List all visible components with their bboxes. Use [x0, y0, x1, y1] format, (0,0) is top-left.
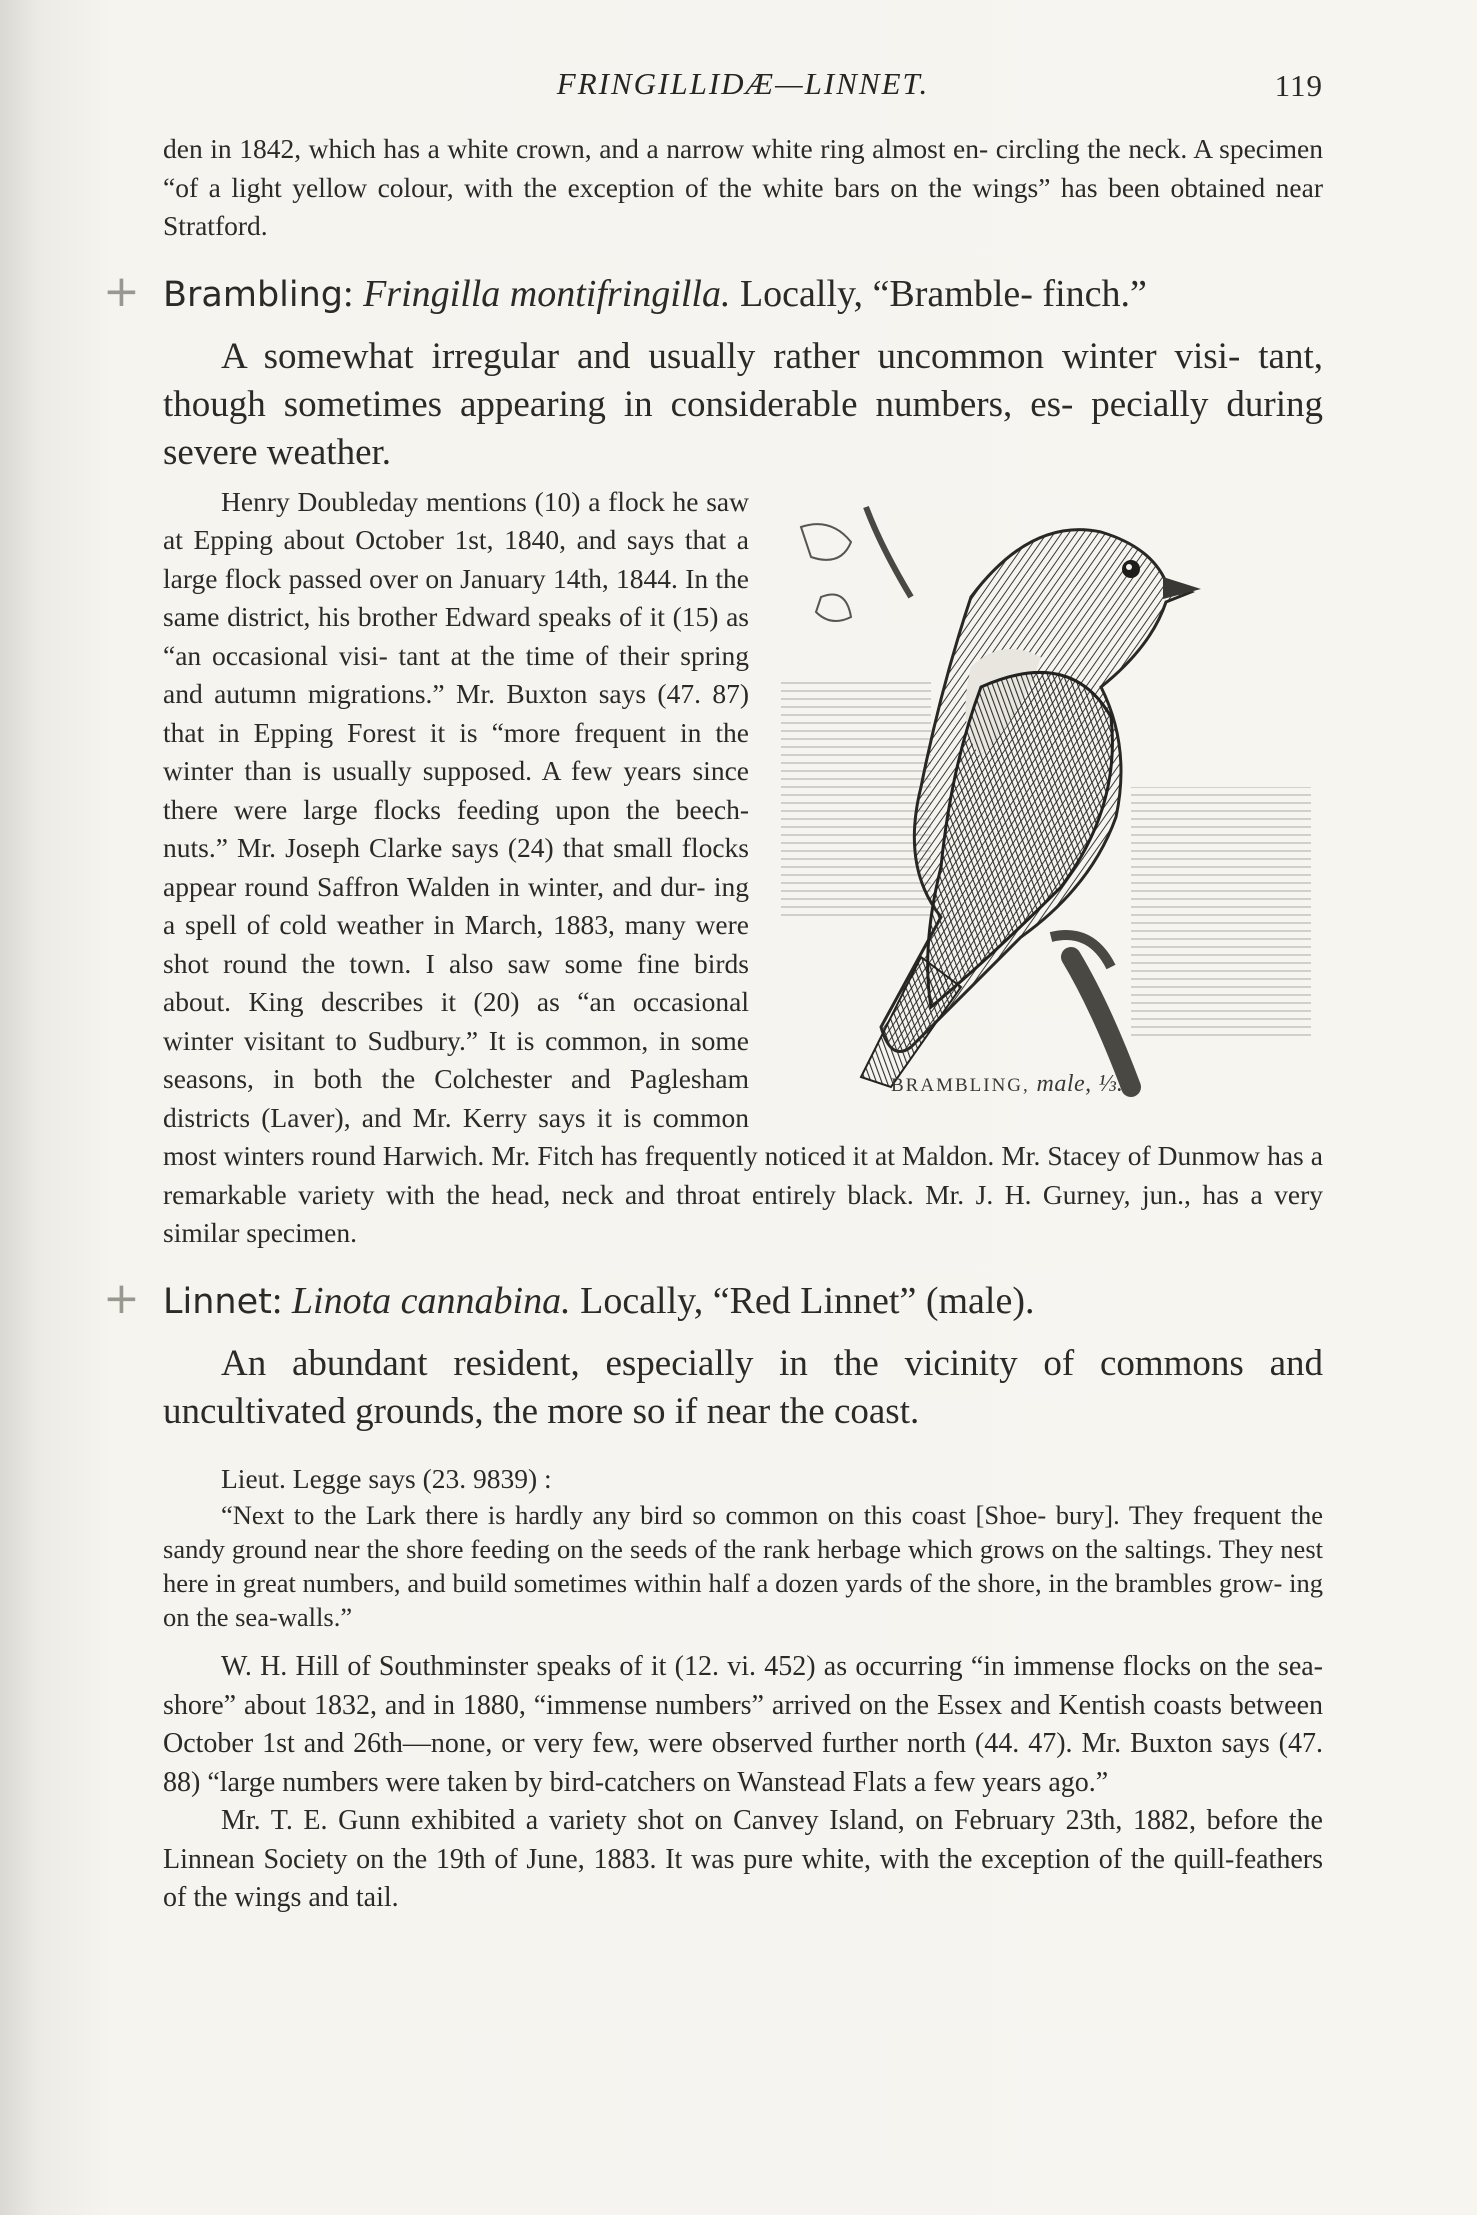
caption-scale: ⅓.	[1098, 1070, 1124, 1097]
name-separator: :	[271, 1279, 283, 1322]
brambling-illustration	[771, 487, 1331, 1107]
gunn-paragraph: Mr. T. E. Gunn exhibited a variety shot on Canvey Island, on February 23th, 1882, before the Linnean Society on the 19th of June, 1883. It was pure white, with the exception of the quill-feathers of the wings and tail.	[163, 1805, 1323, 1913]
brambling-summary: A somewhat irregular and usually rather uncommon winter visi- tant, though sometimes appearing in considerable numbers, es- pecially during severe weather.	[163, 335, 1323, 473]
hill-paragraph: W. H. Hill of Southminster speaks of it (12. vi. 452) as occurring “in immense flocks on the sea-shore” about 1832, and in 1880, “immense numbers” arrived on the Essex and Kentish coasts between October 1st and 26th—none, or very few, were observed further north (44. 47). Mr. Buxton says (47. 88) “large numbers were taken by bird-catchers on Wanstead Flats a few years ago.”	[163, 1651, 1323, 1798]
local-name: Locally, “Bramble- finch.”	[739, 272, 1147, 315]
species-name: Brambling	[163, 274, 344, 315]
name-separator: :	[343, 272, 354, 315]
caption-sex: male,	[1036, 1070, 1092, 1097]
page-number: 119	[1274, 68, 1323, 103]
local-name: Locally, “Red Linnet” (male).	[580, 1279, 1035, 1322]
brambling-figure	[771, 487, 1331, 1107]
margin-plus-mark: +	[103, 265, 140, 317]
caption-main: BRAMBLING,	[891, 1074, 1030, 1096]
legge-quote: “Next to the Lark there is hardly any bird so common on this coast [Shoe- bury]. They frequent the sandy ground near the shore feeding on the seeds of the rank herbage which grows on the saltings. They nest here in great numbers, and build sometimes within half a dozen yards of the shore, in the brambles grow- ing on the sea-walls.”	[163, 1500, 1323, 1632]
latin-name: Linota cannabina.	[291, 1279, 571, 1322]
figure-caption	[891, 1071, 1123, 1098]
brambling-body: Henry Doubleday mentions (10) a flock he saw at Epping about October 1st, 1840, and says that a large flock passed over on January 14th, 1844. In the same district, his brother Edward speaks of it (15) as “an occasional visi- tant at the time of their spring and autumn migrations.” Mr. Buxton says (47. 87) that in Epping Forest it is “more frequent in the winter than is usually supposed. A few years since there were large flocks feeding upon the beech-nuts.” Mr. Joseph Clarke says (24) that small flocks appear round Saffron Walden in winter, and dur- ing a spell of cold weather in March, 1883, many were shot round the town. I also saw some fine birds about. King describes it (20) as “an occasional winter visitant to Sudbury.” It is common, in some seasons, in both the Colchester and Paglesham districts (Laver), and Mr. Kerry says it is common most winters round Harwich. Mr. Fitch has frequently noticed it at Maldon. Mr. Stacey of Dunmow has a remarkable variety with the head, neck and throat entirely black. Mr. J. H. Gurney, jun., has a very similar specimen.	[163, 485, 1323, 1248]
legge-intro: Lieut. Legge says (23. 9839) :	[221, 1462, 552, 1494]
latin-name: Fringilla montifringilla.	[363, 272, 731, 315]
book-page	[103, 60, 1323, 1918]
species-name: Linnet	[163, 1281, 272, 1322]
margin-plus-mark: +	[103, 1272, 140, 1324]
linnet-heading	[103, 1272, 1323, 1326]
page-header	[163, 60, 1323, 130]
brambling-heading	[103, 265, 1323, 319]
linnet-summary: An abundant resident, especially in the vicinity of commons and uncultivated grounds, the more so if near the coast.	[163, 1342, 1323, 1432]
intro-paragraph: den in 1842, which has a white crown, and a narrow white ring almost en- circling the neck. A specimen “of a light yellow colour, with the exception of the white bars on the wings” has been obtained near Stratford.	[163, 133, 1323, 241]
running-head: FRINGILLIDÆ—LINNET.	[556, 66, 930, 101]
